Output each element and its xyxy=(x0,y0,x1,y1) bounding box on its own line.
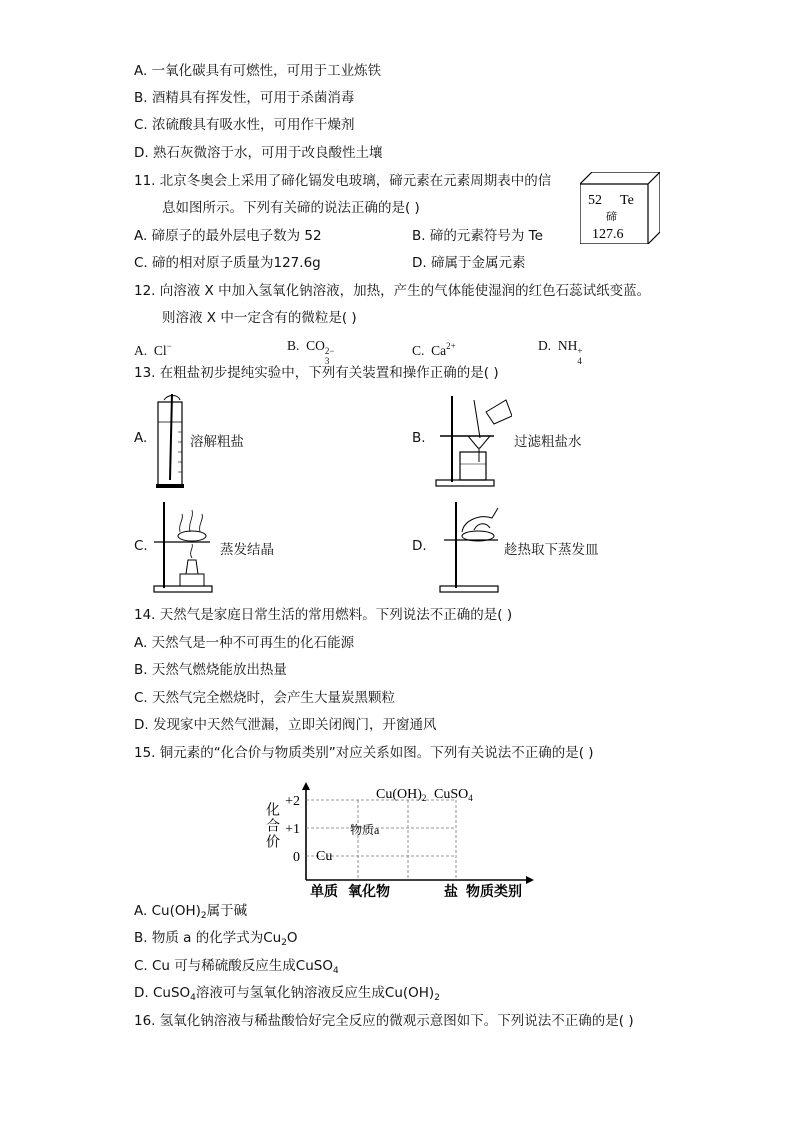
y-axis-arrow xyxy=(302,782,310,790)
q15-option-c-text: C. Cu 可与稀硫酸反应生成CuSO xyxy=(134,958,333,974)
q12-option-b-formula: CO xyxy=(306,338,325,353)
y-axis-label: 化合价 xyxy=(264,802,280,850)
q12-option-c xyxy=(412,337,456,360)
q12-option-d-charge: + xyxy=(577,346,583,356)
q14-option-b: B. 天然气燃烧能放出热量 xyxy=(134,662,287,678)
q12-option-c-charge: 2+ xyxy=(446,341,456,351)
element-name: 碲 xyxy=(606,210,617,223)
q11-option-c: C. 碲的相对原子质量为127.6g xyxy=(134,255,321,271)
q10-option-b: B. 酒精具有挥发性，可用于杀菌消毒 xyxy=(134,90,355,106)
evaporation-apparatus-icon xyxy=(150,500,222,594)
q12-option-b-charge: 2− xyxy=(324,346,335,356)
q15-option-b-subscript: 2 xyxy=(281,938,287,948)
y-tick-label: 0 xyxy=(293,850,300,865)
q14-option-d: D. 发现家中天然气泄漏，立即关闭阀门，开窗通风 xyxy=(134,717,437,733)
q13-option-d-text: 趁热取下蒸发皿 xyxy=(504,542,599,558)
q11-stem-line2: 息如图所示。下列有关碲的说法正确的是( ) xyxy=(162,200,420,216)
element-mass: 127.6 xyxy=(592,227,624,242)
q13-stem: 13. 在粗盐初步提纯实验中，下列有关装置和操作正确的是( ) xyxy=(134,365,499,381)
element-number: 52 xyxy=(588,193,602,208)
q15-option-b-tail: O xyxy=(286,930,298,946)
q12-option-c-formula: Ca xyxy=(431,343,447,358)
q12-option-b-label: B. xyxy=(287,338,300,353)
remove-dish-apparatus-icon xyxy=(434,500,506,594)
q10-option-c: C. 浓硫酸具有吸水性，可用作干燥剂 xyxy=(134,117,355,133)
q12-option-d-formula: NH xyxy=(557,338,578,353)
q12-stem-line2: 则溶液 X 中一定含有的微粒是( ) xyxy=(162,310,357,326)
q15-option-b-text: B. 物质 a 的化学式为Cu xyxy=(134,930,282,946)
q12-option-a-label: A. xyxy=(134,343,148,358)
element-symbol: Te xyxy=(620,193,634,208)
data-point-label: $Cu(OH)_2$ xyxy=(376,787,427,803)
q12-option-a-formula: Cl xyxy=(153,343,167,358)
q10-option-d: D. 熟石灰微溶于水，可用于改良酸性土壤 xyxy=(134,145,383,161)
element-cell-frame xyxy=(580,172,660,244)
q11-option-d: D. 碲属于金属元素 xyxy=(412,255,526,271)
q15-option-a-text: A. Cu(OH) xyxy=(134,903,201,919)
q16-stem: 16. 氢氧化钠溶液与稀盐酸恰好完全反应的微观示意图如下。下列说法不正确的是( ) xyxy=(134,1013,634,1029)
q12-option-a-charge: − xyxy=(166,341,172,351)
valence-category-chart xyxy=(258,776,538,900)
q15-option-a xyxy=(134,902,247,925)
dissolve-apparatus-icon xyxy=(150,392,194,490)
q14-option-a: A. 天然气是一种不可再生的化石能源 xyxy=(134,635,355,651)
x-tick-label: 单质 xyxy=(310,884,338,900)
q15-option-a-tail: 属于碱 xyxy=(206,903,248,919)
q10-option-a: A. 一氧化碳具有可燃性，可用于工业炼铁 xyxy=(134,63,382,79)
x-tick-label: 盐 xyxy=(444,884,458,900)
q15-option-d-subscript1: 4 xyxy=(190,993,196,1003)
q12-option-c-label: C. xyxy=(412,343,425,358)
q13-option-c-label: C. xyxy=(134,538,148,554)
y-tick-label: +2 xyxy=(285,794,300,809)
q12-stem-line1: 12. 向溶液 X 中加入氢氧化钠溶液，加热，产生的气体能使湿润的红色石蕊试纸变蓝。 xyxy=(134,283,651,299)
q15-option-c xyxy=(134,957,339,980)
q12-option-b-subscript: 3 xyxy=(324,356,330,366)
chart-svg xyxy=(258,776,538,900)
q12-option-d xyxy=(538,337,585,366)
y-tick-label: +1 xyxy=(285,822,300,837)
q14-option-c: C. 天然气完全燃烧时，会产生大量炭黑颗粒 xyxy=(134,690,396,706)
q13-option-a-text: 溶解粗盐 xyxy=(190,434,244,450)
q12-option-d-label: D. xyxy=(538,338,552,353)
q15-option-b xyxy=(134,929,298,952)
q11-option-a: A. 碲原子的最外层电子数为 52 xyxy=(134,228,322,244)
q12-option-b xyxy=(287,337,335,366)
q15-option-a-subscript: 2 xyxy=(200,911,207,921)
q15-option-c-subscript: 4 xyxy=(332,966,339,976)
filtration-apparatus-icon xyxy=(430,392,512,490)
data-point-label: Cu xyxy=(316,849,333,864)
q14-stem: 14. 天然气是家庭日常生活的常用燃料。下列说法不正确的是( ) xyxy=(134,607,513,623)
q13-option-c-text: 蒸发结晶 xyxy=(220,542,274,558)
data-point-label: 物质a xyxy=(350,823,380,837)
data-point-label-subscript: 4 xyxy=(468,793,473,803)
q12-option-a xyxy=(134,337,172,360)
q15-option-d-subscript2: 2 xyxy=(434,993,440,1003)
q15-option-d xyxy=(134,984,440,1007)
data-point-label-subscript: 2 xyxy=(421,793,427,803)
q11-stem-line1: 11. 北京冬奥会上采用了碲化镉发电玻璃，碲元素在元素周期表中的信 xyxy=(134,173,552,189)
x-axis-arrow xyxy=(526,876,534,884)
element-cell-tellurium xyxy=(580,172,660,244)
x-axis-label: 物质类别 xyxy=(466,884,522,900)
q11-option-b: B. 碲的元素符号为 Te xyxy=(412,228,543,244)
q15-option-d-middle: 溶液可与氢氧化钠溶液反应生成Cu(OH) xyxy=(195,985,435,1001)
q13-option-d-label: D. xyxy=(412,538,427,554)
q15-option-d-text: D. CuSO xyxy=(134,985,191,1001)
q15-stem: 15. 铜元素的“化合价与物质类别”对应关系如图。下列有关说法不正确的是( ) xyxy=(134,745,594,761)
x-tick-label: 氧化物 xyxy=(348,884,390,900)
q12-option-d-subscript: 4 xyxy=(577,356,582,366)
q13-option-a-label: A. xyxy=(134,430,148,446)
q13-option-b-text: 过滤粗盐水 xyxy=(514,434,582,450)
data-point-label: CuSO$_4$ xyxy=(434,787,473,803)
q13-option-b-label: B. xyxy=(412,430,426,446)
